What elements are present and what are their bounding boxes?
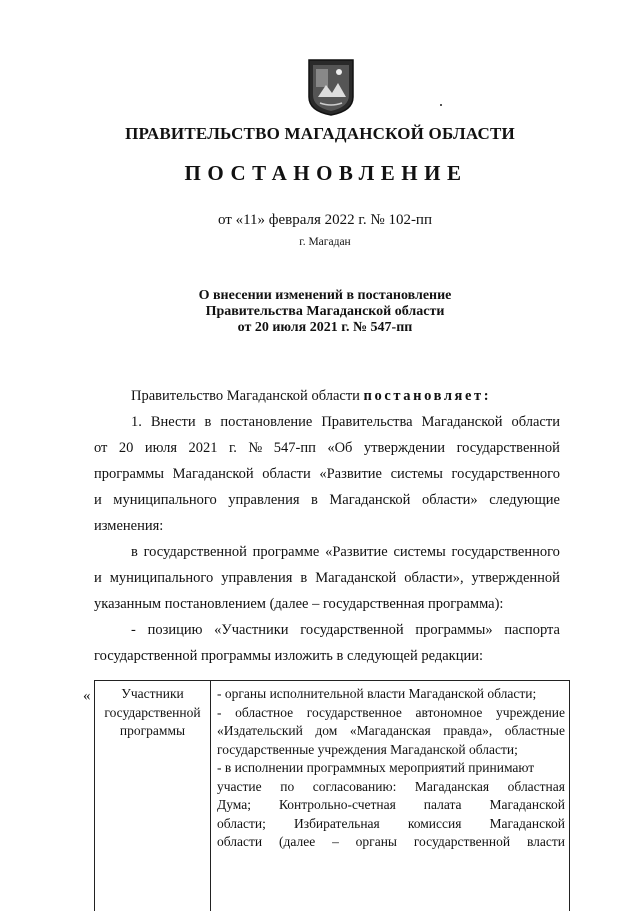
word: в [311,492,318,508]
word: управления [228,492,300,508]
value-line: - органы исполнительной власти Магаданской области; [217,686,537,701]
word: дом [315,723,338,738]
word: июля [144,440,178,456]
word: Контрольно-счетная [278,797,396,812]
word: Магаданской [489,797,565,812]
word: Магаданской [172,466,254,482]
word: государственного [451,466,560,482]
preamble-action: постановляет: [363,388,492,404]
word: государственной [143,544,247,560]
word: Магаданская [414,778,490,794]
word: «Развитие [319,466,382,482]
word: «Участники [214,622,289,638]
word: управления [221,570,293,586]
body-line: указанным постановлением (далее – государственная программа): [94,596,504,612]
open-quote: « [83,688,91,704]
word: правда», [443,723,493,738]
word: Магаданской [329,492,411,508]
word: 2021 [188,440,218,456]
word: Внести [150,414,196,430]
table-label-cell [95,681,211,911]
body-line [94,565,560,591]
value-line: - в исполнении программных мероприятий принимают [217,760,535,775]
word: государственное [306,704,402,720]
word: Дума; [217,797,251,812]
word: государственной [413,834,511,849]
body-line [94,461,560,487]
word: государственного [451,544,560,560]
value-line [217,815,565,834]
table-value-cell [211,681,569,911]
word: программы» [415,622,493,638]
word: Магаданской [315,570,397,586]
word: области; [217,815,266,831]
word: постановление [220,414,313,430]
document-type: ПОСТАНОВЛЕНИЕ [184,161,468,185]
word: 20 [118,440,134,456]
word: муниципального [109,570,214,586]
word: (далее [279,834,316,849]
word: Избирательная [293,815,380,831]
word: областные [504,723,565,738]
word: 547-пп [273,440,316,456]
word: - [217,704,222,720]
word: «Издательский [217,723,303,738]
preamble [94,383,560,409]
coat-of-arms-icon [306,57,356,117]
label-line: государственной [104,704,201,720]
word: системы [393,544,446,560]
word: «Развитие [325,544,388,560]
word: в [131,544,138,560]
value-line [217,722,565,741]
document-subject [0,288,640,336]
org-title: ПРАВИТЕЛЬСТВО МАГАДАНСКОЙ ОБЛАСТИ [125,124,515,143]
value-line [217,833,565,852]
program-participants-table [94,680,570,911]
label-line: программы [119,723,186,738]
word: области [511,414,560,430]
document-body [94,383,560,669]
body-line: изменения: [94,518,164,534]
word: - [131,622,136,638]
preamble-text: Правительство Магаданской области [131,388,360,404]
word: 1. [131,414,142,430]
word: в [300,570,308,586]
body-line: государственной программы изложить в следующей редакции: [94,648,484,664]
word: позицию [147,622,203,638]
word: Магаданской [489,815,565,831]
word: «Об [327,440,353,456]
word: г. [228,440,237,456]
word: «Магаданская [349,723,431,738]
subject-line: Правительства Магаданской области [205,304,445,319]
word: системы [390,466,443,482]
word: государственной [300,622,404,638]
word: – [332,834,339,849]
body-line [94,617,560,643]
word: Правительства [321,414,413,430]
subject-line: от 20 июля 2021 г. № 547-пп [237,320,413,335]
word: комиссия [407,815,462,831]
word: утвержденной [471,570,560,586]
word: муниципального [113,492,217,508]
word: следующие [489,492,560,508]
word: в [204,414,212,430]
word: участие [217,778,262,794]
word: области [217,834,263,849]
body-line [94,409,560,435]
value-line: государственные учреждения Магаданской области; [217,741,518,757]
body-line [94,435,560,461]
value-line [217,778,565,797]
word: от [94,440,108,456]
body-line [94,487,560,513]
word: автономное [415,704,483,720]
word: и [94,570,102,586]
word: государственной [456,440,560,456]
word: области» [421,492,478,508]
word: учреждение [496,704,565,720]
word: области», [404,570,464,586]
word: утверждении [363,440,446,456]
word: областное [235,704,294,720]
document-date-number: от «11» февраля 2022 г. № 102-пп [217,212,432,228]
word: по [280,778,295,794]
word: программе [252,544,320,560]
word: программы [94,466,164,482]
value-line [217,704,565,723]
word: области [262,466,311,482]
value-line [217,796,565,815]
word: областная [507,778,565,794]
word: палата [423,797,462,812]
word: Магаданской [421,414,503,430]
word: власти [526,834,565,849]
body-line [94,539,560,565]
document-city: г. Магадан [299,236,351,248]
word: и [94,492,102,508]
word: паспорта [504,622,560,638]
word: № [248,440,263,456]
word: органы [355,834,397,849]
label-line: Участники [121,686,184,701]
subject-line: О внесении изменений в постановление [198,288,452,303]
word: согласованию: [312,778,397,794]
scan-mark [440,104,442,106]
